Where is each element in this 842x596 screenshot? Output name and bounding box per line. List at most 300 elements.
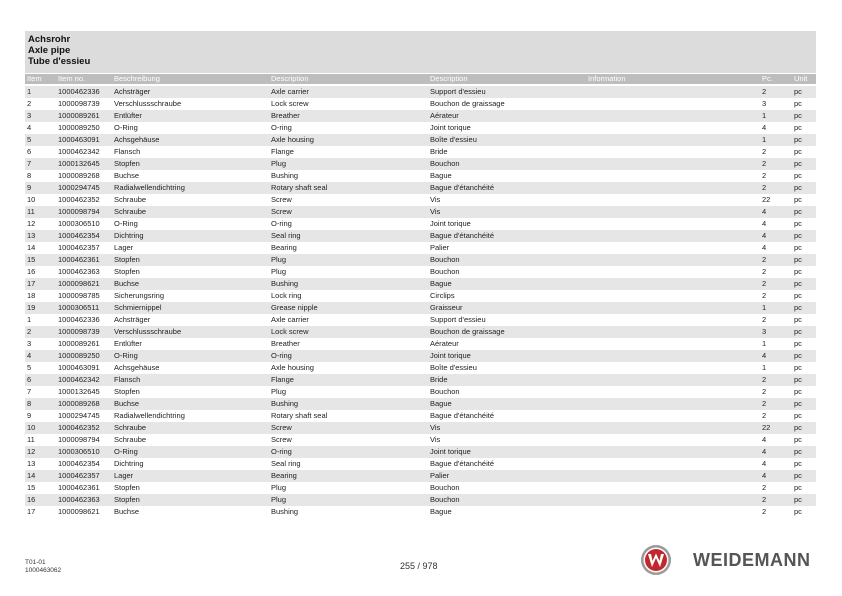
cell-item: 8 bbox=[27, 399, 32, 408]
cell-pc: 2 bbox=[762, 507, 767, 516]
cell-pc: 2 bbox=[762, 279, 767, 288]
cell-description-fr: Palier bbox=[430, 243, 450, 252]
cell-beschreibung: Schmiernippel bbox=[114, 303, 162, 312]
cell-pc: 4 bbox=[762, 471, 767, 480]
cell-unit: pc bbox=[794, 483, 802, 492]
cell-description-en: O-ring bbox=[271, 351, 292, 360]
cell-item-no: 1000463091 bbox=[58, 363, 100, 372]
cell-pc: 2 bbox=[762, 495, 767, 504]
cell-unit: pc bbox=[794, 375, 802, 384]
cell-item: 16 bbox=[27, 267, 36, 276]
cell-item-no: 1000462336 bbox=[58, 315, 100, 324]
table-row bbox=[25, 158, 816, 170]
cell-item: 16 bbox=[27, 495, 36, 504]
cell-description-fr: Aérateur bbox=[430, 339, 459, 348]
table-row bbox=[25, 338, 816, 350]
cell-description-fr: Circlips bbox=[430, 291, 455, 300]
cell-description-en: Bushing bbox=[271, 171, 299, 180]
cell-pc: 1 bbox=[762, 303, 767, 312]
cell-description-en: Flange bbox=[271, 147, 294, 156]
cell-pc: 4 bbox=[762, 231, 767, 240]
cell-item-no: 1000462342 bbox=[58, 147, 100, 156]
cell-description-en: Lock ring bbox=[271, 291, 302, 300]
cell-description-en: O-ring bbox=[271, 447, 292, 456]
cell-description-en: O-ring bbox=[271, 219, 292, 228]
cell-beschreibung: Achsträger bbox=[114, 87, 151, 96]
cell-description-fr: Support d'essieu bbox=[430, 87, 486, 96]
table-row bbox=[25, 278, 816, 290]
cell-description-en: Seal ring bbox=[271, 231, 301, 240]
table-row bbox=[25, 266, 816, 278]
cell-item: 14 bbox=[27, 471, 36, 480]
cell-item-no: 1000294745 bbox=[58, 411, 100, 420]
cell-description-fr: Bride bbox=[430, 375, 448, 384]
cell-beschreibung: Dichtring bbox=[114, 459, 144, 468]
document-code bbox=[25, 559, 61, 575]
cell-unit: pc bbox=[794, 135, 802, 144]
cell-pc: 3 bbox=[762, 327, 767, 336]
cell-pc: 4 bbox=[762, 123, 767, 132]
title-english: Axle pipe bbox=[28, 45, 71, 56]
cell-item: 11 bbox=[27, 435, 35, 444]
parts-table bbox=[25, 86, 816, 518]
col-description-fr: Description bbox=[430, 74, 468, 83]
cell-unit: pc bbox=[794, 123, 802, 132]
cell-description-fr: Joint torique bbox=[430, 447, 471, 456]
weidemann-w-logo-icon bbox=[640, 544, 672, 576]
cell-description-fr: Vis bbox=[430, 207, 441, 216]
cell-description-en: Axle carrier bbox=[271, 87, 309, 96]
cell-unit: pc bbox=[794, 111, 802, 120]
cell-unit: pc bbox=[794, 291, 802, 300]
cell-item-no: 1000089268 bbox=[58, 171, 100, 180]
table-row bbox=[25, 86, 816, 98]
cell-pc: 4 bbox=[762, 243, 767, 252]
cell-description-en: Lock screw bbox=[271, 99, 309, 108]
cell-description-en: Screw bbox=[271, 423, 292, 432]
cell-item: 11 bbox=[27, 207, 35, 216]
cell-beschreibung: Entlüfter bbox=[114, 111, 142, 120]
cell-item: 3 bbox=[27, 111, 32, 120]
cell-description-en: Flange bbox=[271, 375, 294, 384]
cell-description-en: Bearing bbox=[271, 243, 297, 252]
cell-beschreibung: O-Ring bbox=[114, 351, 138, 360]
cell-item: 6 bbox=[27, 375, 32, 384]
cell-item: 2 bbox=[27, 99, 32, 108]
cell-item-no: 1000462363 bbox=[58, 267, 100, 276]
table-row bbox=[25, 218, 816, 230]
cell-item-no: 1000089261 bbox=[58, 339, 100, 348]
cell-item-no: 1000089268 bbox=[58, 399, 100, 408]
col-pc: Pc. bbox=[762, 74, 773, 83]
cell-unit: pc bbox=[794, 327, 802, 336]
cell-unit: pc bbox=[794, 183, 802, 192]
cell-description-en: Screw bbox=[271, 207, 292, 216]
cell-beschreibung: Flansch bbox=[114, 147, 141, 156]
cell-beschreibung: O-Ring bbox=[114, 123, 138, 132]
cell-description-en: Plug bbox=[271, 483, 287, 492]
cell-item-no: 1000462352 bbox=[58, 423, 100, 432]
cell-item: 10 bbox=[27, 423, 36, 432]
cell-item: 7 bbox=[27, 159, 32, 168]
cell-pc: 2 bbox=[762, 267, 767, 276]
cell-item-no: 1000098739 bbox=[58, 327, 100, 336]
table-row bbox=[25, 194, 816, 206]
cell-pc: 2 bbox=[762, 147, 767, 156]
cell-description-en: Seal ring bbox=[271, 459, 301, 468]
cell-unit: pc bbox=[794, 279, 802, 288]
cell-item: 1 bbox=[27, 87, 32, 96]
cell-beschreibung: Lager bbox=[114, 243, 134, 252]
table-row bbox=[25, 410, 816, 422]
cell-unit: pc bbox=[794, 339, 802, 348]
col-item-no: Item no. bbox=[58, 74, 86, 83]
cell-item-no: 1000306510 bbox=[58, 447, 100, 456]
cell-item-no: 1000462357 bbox=[58, 243, 100, 252]
cell-description-en: Screw bbox=[271, 195, 292, 204]
cell-item: 15 bbox=[27, 255, 36, 264]
cell-description-en: Bushing bbox=[271, 279, 299, 288]
cell-item: 9 bbox=[27, 411, 32, 420]
cell-pc: 2 bbox=[762, 159, 767, 168]
cell-pc: 1 bbox=[762, 135, 767, 144]
cell-beschreibung: Flansch bbox=[114, 375, 141, 384]
cell-description-en: Plug bbox=[271, 255, 287, 264]
cell-item: 19 bbox=[27, 303, 36, 312]
cell-description-fr: Support d'essieu bbox=[430, 315, 486, 324]
cell-description-en: Breather bbox=[271, 111, 300, 120]
cell-unit: pc bbox=[794, 387, 802, 396]
cell-item: 3 bbox=[27, 339, 32, 348]
cell-item-no: 1000098785 bbox=[58, 291, 100, 300]
table-row bbox=[25, 326, 816, 338]
table-row bbox=[25, 422, 816, 434]
cell-item: 18 bbox=[27, 291, 36, 300]
cell-description-en: Rotary shaft seal bbox=[271, 411, 328, 420]
cell-beschreibung: Schraube bbox=[114, 207, 147, 216]
table-row bbox=[25, 230, 816, 242]
title-french: Tube d'essieu bbox=[28, 56, 91, 67]
cell-pc: 1 bbox=[762, 339, 767, 348]
cell-beschreibung: Stopfen bbox=[114, 267, 140, 276]
table-row bbox=[25, 446, 816, 458]
cell-description-fr: Bride bbox=[430, 147, 448, 156]
cell-item-no: 1000463091 bbox=[58, 135, 100, 144]
cell-beschreibung: O-Ring bbox=[114, 219, 138, 228]
cell-unit: pc bbox=[794, 423, 802, 432]
page-number: 255 / 978 bbox=[400, 561, 438, 571]
cell-item: 6 bbox=[27, 147, 32, 156]
cell-description-fr: Palier bbox=[430, 471, 450, 480]
cell-description-fr: Aérateur bbox=[430, 111, 459, 120]
table-row bbox=[25, 374, 816, 386]
cell-unit: pc bbox=[794, 411, 802, 420]
cell-description-fr: Bouchon bbox=[430, 159, 460, 168]
col-unit: Unit bbox=[794, 74, 808, 83]
cell-item: 7 bbox=[27, 387, 32, 396]
table-row bbox=[25, 146, 816, 158]
cell-unit: pc bbox=[794, 495, 802, 504]
cell-unit: pc bbox=[794, 171, 802, 180]
table-row bbox=[25, 314, 816, 326]
cell-item-no: 1000132645 bbox=[58, 387, 100, 396]
cell-description-fr: Bouchon bbox=[430, 387, 460, 396]
cell-description-en: Screw bbox=[271, 435, 292, 444]
cell-description-fr: Bouchon de graissage bbox=[430, 99, 505, 108]
cell-unit: pc bbox=[794, 231, 802, 240]
cell-description-fr: Bague d'étanchéité bbox=[430, 459, 494, 468]
table-row bbox=[25, 398, 816, 410]
cell-item-no: 1000089250 bbox=[58, 123, 100, 132]
cell-unit: pc bbox=[794, 99, 802, 108]
cell-description-en: Axle carrier bbox=[271, 315, 309, 324]
cell-description-fr: Bouchon bbox=[430, 255, 460, 264]
cell-description-en: Axle housing bbox=[271, 135, 314, 144]
cell-description-fr: Graisseur bbox=[430, 303, 463, 312]
cell-item: 1 bbox=[27, 315, 32, 324]
cell-unit: pc bbox=[794, 267, 802, 276]
cell-pc: 2 bbox=[762, 315, 767, 324]
col-information: Information bbox=[588, 74, 626, 83]
cell-description-fr: Joint torique bbox=[430, 123, 471, 132]
cell-item-no: 1000132645 bbox=[58, 159, 100, 168]
cell-unit: pc bbox=[794, 435, 802, 444]
cell-item: 5 bbox=[27, 363, 32, 372]
cell-beschreibung: Stopfen bbox=[114, 387, 140, 396]
col-beschreibung: Beschreibung bbox=[114, 74, 160, 83]
cell-description-fr: Bouchon bbox=[430, 483, 460, 492]
cell-unit: pc bbox=[794, 243, 802, 252]
cell-beschreibung: Stopfen bbox=[114, 495, 140, 504]
cell-pc: 1 bbox=[762, 363, 767, 372]
cell-item: 9 bbox=[27, 183, 32, 192]
cell-beschreibung: Entlüfter bbox=[114, 339, 142, 348]
cell-item-no: 1000462354 bbox=[58, 231, 100, 240]
cell-item: 13 bbox=[27, 459, 36, 468]
cell-description-en: Bushing bbox=[271, 399, 299, 408]
table-row bbox=[25, 110, 816, 122]
cell-pc: 4 bbox=[762, 351, 767, 360]
cell-pc: 3 bbox=[762, 99, 767, 108]
cell-item: 12 bbox=[27, 447, 36, 456]
cell-pc: 4 bbox=[762, 219, 767, 228]
cell-unit: pc bbox=[794, 351, 802, 360]
cell-description-fr: Joint torique bbox=[430, 351, 471, 360]
cell-description-en: Grease nipple bbox=[271, 303, 318, 312]
cell-beschreibung: Radialwellendichtring bbox=[114, 183, 185, 192]
document-title-block bbox=[25, 31, 816, 73]
cell-pc: 2 bbox=[762, 291, 767, 300]
cell-description-fr: Bague bbox=[430, 171, 452, 180]
table-row bbox=[25, 254, 816, 266]
title-german: Achsrohr bbox=[28, 34, 71, 45]
cell-item: 14 bbox=[27, 243, 36, 252]
cell-description-en: O-ring bbox=[271, 123, 292, 132]
cell-pc: 2 bbox=[762, 375, 767, 384]
cell-item-no: 1000462354 bbox=[58, 459, 100, 468]
table-row bbox=[25, 482, 816, 494]
cell-item: 4 bbox=[27, 123, 32, 132]
cell-unit: pc bbox=[794, 303, 802, 312]
cell-item-no: 1000098621 bbox=[58, 279, 100, 288]
cell-item-no: 1000306510 bbox=[58, 219, 100, 228]
cell-beschreibung: Achsträger bbox=[114, 315, 151, 324]
cell-pc: 22 bbox=[762, 423, 771, 432]
cell-pc: 4 bbox=[762, 435, 767, 444]
cell-description-fr: Vis bbox=[430, 435, 441, 444]
table-row bbox=[25, 134, 816, 146]
cell-description-en: Breather bbox=[271, 339, 300, 348]
cell-pc: 2 bbox=[762, 387, 767, 396]
cell-pc: 4 bbox=[762, 459, 767, 468]
cell-item-no: 1000294745 bbox=[58, 183, 100, 192]
table-row bbox=[25, 122, 816, 134]
table-row bbox=[25, 350, 816, 362]
cell-pc: 2 bbox=[762, 411, 767, 420]
cell-unit: pc bbox=[794, 87, 802, 96]
cell-item: 2 bbox=[27, 327, 32, 336]
cell-description-fr: Bouchon bbox=[430, 495, 460, 504]
cell-pc: 2 bbox=[762, 483, 767, 492]
col-item: Item bbox=[27, 74, 42, 83]
cell-beschreibung: Verschlussschraube bbox=[114, 327, 182, 336]
cell-description-en: Rotary shaft seal bbox=[271, 183, 328, 192]
cell-item: 17 bbox=[27, 279, 36, 288]
table-row bbox=[25, 170, 816, 182]
cell-item-no: 1000462342 bbox=[58, 375, 100, 384]
table-row bbox=[25, 302, 816, 314]
cell-item-no: 1000098794 bbox=[58, 435, 100, 444]
cell-description-en: Lock screw bbox=[271, 327, 309, 336]
cell-item: 10 bbox=[27, 195, 36, 204]
cell-unit: pc bbox=[794, 195, 802, 204]
table-row bbox=[25, 470, 816, 482]
cell-beschreibung: Radialwellendichtring bbox=[114, 411, 185, 420]
cell-item-no: 1000462357 bbox=[58, 471, 100, 480]
cell-pc: 2 bbox=[762, 87, 767, 96]
cell-beschreibung: Stopfen bbox=[114, 255, 140, 264]
cell-pc: 2 bbox=[762, 255, 767, 264]
cell-description-fr: Boîte d'essieu bbox=[430, 135, 477, 144]
cell-item: 13 bbox=[27, 231, 36, 240]
cell-description-en: Plug bbox=[271, 159, 287, 168]
cell-description-fr: Joint torique bbox=[430, 219, 471, 228]
document-code-line2: 1000463062 bbox=[25, 567, 62, 574]
table-row bbox=[25, 242, 816, 254]
table-header bbox=[25, 74, 816, 84]
cell-pc: 4 bbox=[762, 447, 767, 456]
cell-pc: 22 bbox=[762, 195, 771, 204]
cell-description-en: Bearing bbox=[271, 471, 297, 480]
cell-pc: 2 bbox=[762, 183, 767, 192]
cell-description-fr: Bague d'étanchéité bbox=[430, 231, 494, 240]
cell-unit: pc bbox=[794, 459, 802, 468]
cell-pc: 2 bbox=[762, 399, 767, 408]
brand-wordmark: WEIDEMANN bbox=[693, 550, 811, 570]
cell-beschreibung: Verschlussschraube bbox=[114, 99, 182, 108]
cell-item-no: 1000089250 bbox=[58, 351, 100, 360]
cell-description-fr: Boîte d'essieu bbox=[430, 363, 477, 372]
cell-beschreibung: Schraube bbox=[114, 195, 147, 204]
cell-item: 8 bbox=[27, 171, 32, 180]
cell-beschreibung: Sicherungsring bbox=[114, 291, 165, 300]
cell-unit: pc bbox=[794, 207, 802, 216]
cell-pc: 2 bbox=[762, 171, 767, 180]
cell-item-no: 1000462361 bbox=[58, 483, 100, 492]
cell-description-fr: Bague bbox=[430, 507, 452, 516]
cell-description-fr: Vis bbox=[430, 195, 441, 204]
cell-item: 15 bbox=[27, 483, 36, 492]
cell-item: 12 bbox=[27, 219, 36, 228]
cell-description-fr: Bouchon de graissage bbox=[430, 327, 505, 336]
cell-pc: 1 bbox=[762, 111, 767, 120]
cell-beschreibung: Schraube bbox=[114, 423, 147, 432]
document-code-line1: T01-01 bbox=[25, 559, 46, 566]
cell-unit: pc bbox=[794, 507, 802, 516]
cell-unit: pc bbox=[794, 471, 802, 480]
table-row bbox=[25, 182, 816, 194]
cell-beschreibung: Buchse bbox=[114, 279, 140, 288]
table-row bbox=[25, 458, 816, 470]
cell-beschreibung: Buchse bbox=[114, 171, 140, 180]
cell-description-fr: Bague d'étanchéité bbox=[430, 183, 494, 192]
cell-item: 5 bbox=[27, 135, 32, 144]
cell-description-en: Plug bbox=[271, 495, 287, 504]
table-row bbox=[25, 98, 816, 110]
table-row bbox=[25, 290, 816, 302]
cell-description-fr: Bague d'étanchéité bbox=[430, 411, 494, 420]
cell-item-no: 1000306511 bbox=[58, 303, 100, 312]
cell-unit: pc bbox=[794, 147, 802, 156]
cell-description-en: Axle housing bbox=[271, 363, 314, 372]
table-row bbox=[25, 494, 816, 506]
cell-unit: pc bbox=[794, 159, 802, 168]
cell-beschreibung: Lager bbox=[114, 471, 134, 480]
cell-beschreibung: Dichtring bbox=[114, 231, 144, 240]
table-row bbox=[25, 434, 816, 446]
cell-beschreibung: Achsgehäuse bbox=[114, 363, 160, 372]
cell-item-no: 1000098794 bbox=[58, 207, 100, 216]
cell-item-no: 1000462336 bbox=[58, 87, 100, 96]
cell-item-no: 1000089261 bbox=[58, 111, 100, 120]
table-row bbox=[25, 206, 816, 218]
cell-unit: pc bbox=[794, 255, 802, 264]
cell-description-en: Plug bbox=[271, 267, 287, 276]
cell-description-en: Plug bbox=[271, 387, 287, 396]
cell-item-no: 1000098739 bbox=[58, 99, 100, 108]
table-row bbox=[25, 506, 816, 518]
cell-item-no: 1000462363 bbox=[58, 495, 100, 504]
cell-description-fr: Bague bbox=[430, 399, 452, 408]
cell-unit: pc bbox=[794, 219, 802, 228]
cell-description-fr: Bague bbox=[430, 279, 452, 288]
table-row bbox=[25, 362, 816, 374]
cell-unit: pc bbox=[794, 315, 802, 324]
cell-beschreibung: Stopfen bbox=[114, 159, 140, 168]
cell-beschreibung: Buchse bbox=[114, 507, 140, 516]
table-row bbox=[25, 386, 816, 398]
cell-pc: 4 bbox=[762, 207, 767, 216]
cell-unit: pc bbox=[794, 363, 802, 372]
cell-beschreibung: Achsgehäuse bbox=[114, 135, 160, 144]
cell-beschreibung: Schraube bbox=[114, 435, 147, 444]
cell-item-no: 1000462361 bbox=[58, 255, 100, 264]
cell-beschreibung: Buchse bbox=[114, 399, 140, 408]
cell-description-en: Bushing bbox=[271, 507, 299, 516]
cell-beschreibung: Stopfen bbox=[114, 483, 140, 492]
cell-item-no: 1000098621 bbox=[58, 507, 100, 516]
cell-description-fr: Vis bbox=[430, 423, 441, 432]
